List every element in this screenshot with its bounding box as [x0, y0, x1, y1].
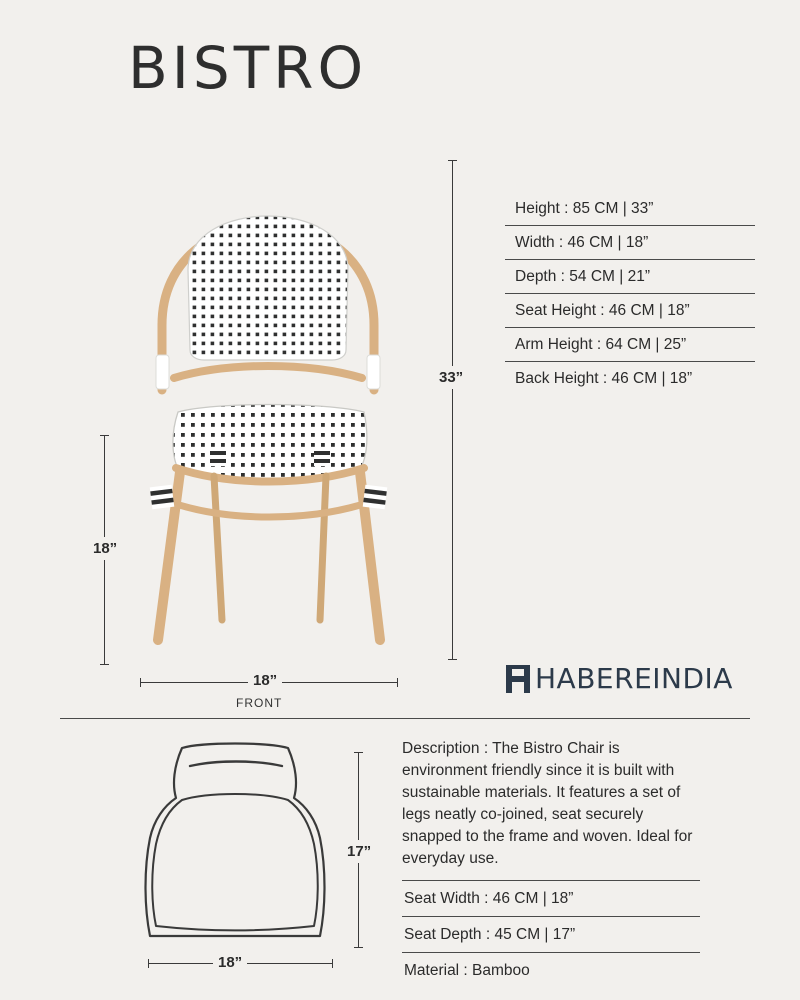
dimension-label-seat-width: 18”	[213, 953, 247, 972]
seat-top-view-illustration	[130, 740, 340, 950]
spec-value: 46 CM | 18”	[608, 302, 690, 319]
dimension-line-overall-height	[452, 160, 453, 660]
page-title: BISTRO	[128, 34, 368, 102]
dimension-label-seat-height: 18”	[92, 537, 118, 560]
dimension-label-seat-depth: 17”	[346, 840, 372, 863]
spec-value: 46 CM | 18”	[611, 370, 693, 387]
spec-value: 54 CM | 21”	[569, 268, 650, 285]
spec-label: Width :	[515, 234, 564, 251]
spec-label: Depth :	[515, 268, 565, 285]
table-row	[505, 192, 755, 226]
brand-logo	[505, 662, 733, 695]
table-row	[505, 362, 755, 395]
description-row-seat-width: Seat Width : 46 CM | 18”	[402, 880, 700, 916]
spec-label: Height :	[515, 200, 569, 217]
description-text: Description : The Bistro Chair is environment friendly since it is built with sustainable materials. It features a set of legs neatly co-joined, seat securely snapped to the frame and woven. Ideal for everyday use.	[402, 740, 693, 867]
spec-value: 85 CM | 33”	[572, 200, 654, 217]
spec-label: Seat Height :	[515, 302, 605, 319]
dimension-label-front-width: 18”	[248, 671, 282, 690]
dimension-label-overall-height: 33”	[437, 366, 465, 389]
specification-table	[505, 192, 755, 395]
table-row	[505, 260, 755, 294]
section-divider	[60, 718, 750, 719]
table-row	[505, 294, 755, 328]
view-caption-front: FRONT	[236, 696, 283, 710]
spec-label: Arm Height :	[515, 336, 602, 353]
table-row	[505, 328, 755, 362]
logo-text: HABEREINDIA	[535, 662, 733, 695]
logo-monogram-icon	[505, 664, 531, 694]
chair-front-illustration	[118, 150, 418, 670]
spec-value: 46 CM | 18”	[567, 234, 649, 251]
description-block	[402, 738, 700, 988]
spec-label: Back Height :	[515, 370, 608, 387]
description-row-material: Material : Bamboo	[402, 952, 700, 988]
spec-value: 64 CM | 25”	[605, 336, 687, 353]
description-row-seat-depth: Seat Depth : 45 CM | 17”	[402, 916, 700, 952]
table-row	[505, 226, 755, 260]
